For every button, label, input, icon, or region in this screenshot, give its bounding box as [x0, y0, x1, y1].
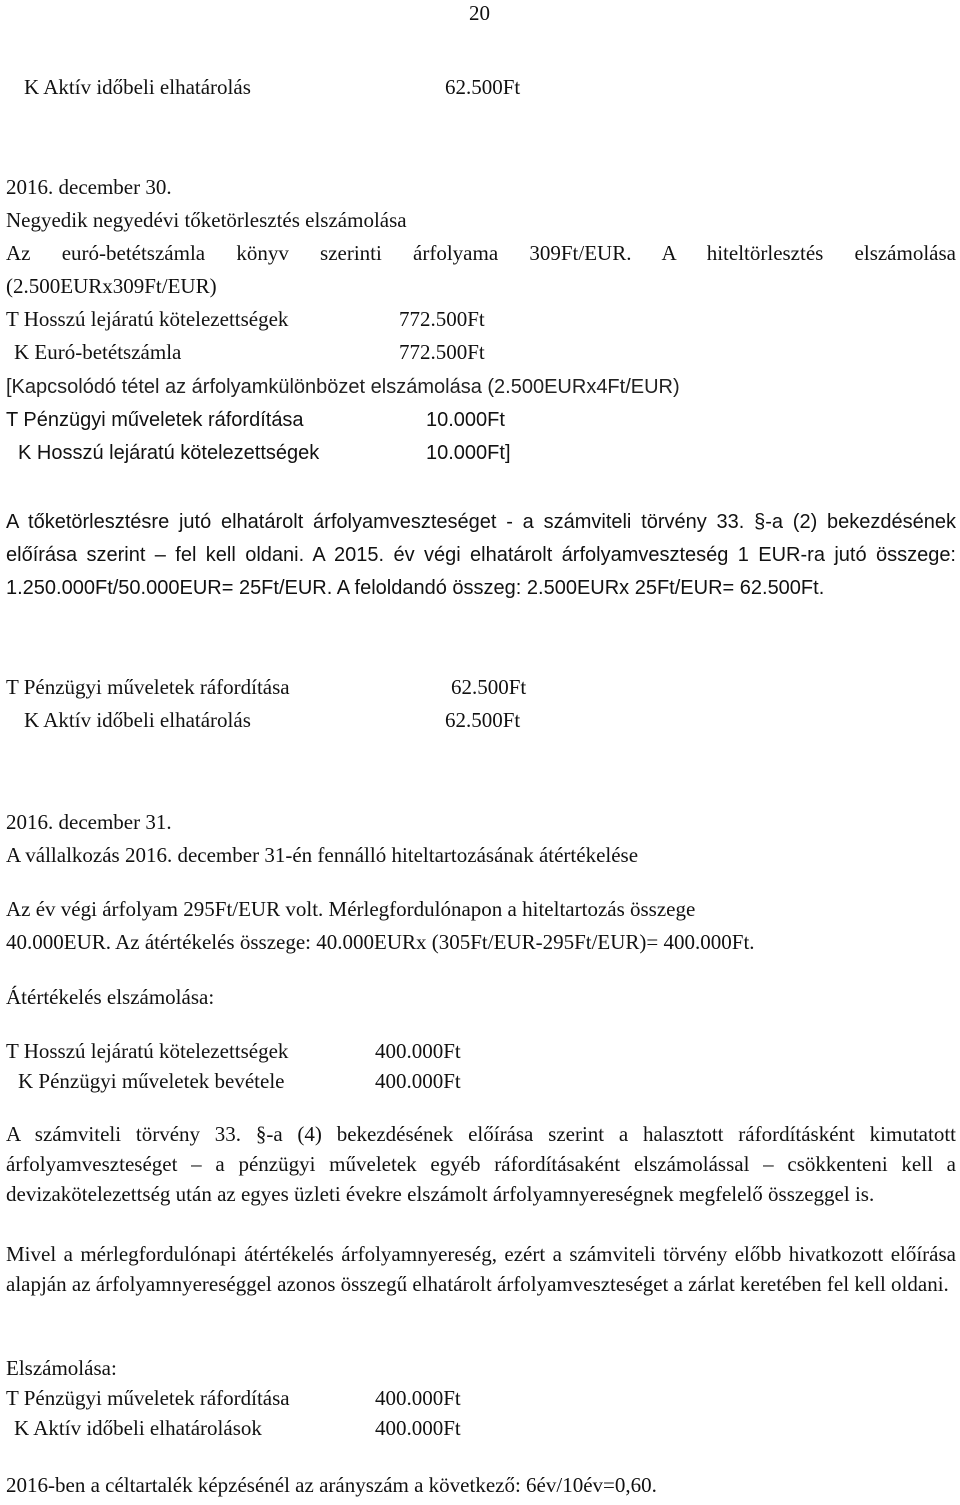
section1-paragraph: A tőketörlesztésre jutó elhatárolt árfolyamveszteséget - a számviteli törvény 33. §-a (2) bekezdésének előírása szerint – fel kell oldani. A 2015. év végi elhatárolt árfolyamveszteség 1 EUR-ra jutó összege: 1.250.000Ft/50.000EUR= 25Ft/EUR. A feloldandó összeg: 2.500EURx 25Ft/EUR= 62.500Ft. — [6, 511, 956, 599]
entry-amount: 400.000Ft — [375, 1416, 461, 1440]
section3-subtitle: Elszámolása: — [6, 1356, 117, 1380]
paragraph-3: Mivel a mérlegfordulónapi átértékelés árfolyamnyereség, ezért a számviteli törvény előbb hivatkozott előírása alapján az árfolyamnyereséggel azonos összegű elhatárolt árfolyamveszteséget a zárlat keretében fel kell oldani. — [6, 1242, 956, 1296]
entry-amount: 400.000Ft — [375, 1039, 461, 1063]
journal-entry-9 — [6, 1382, 606, 1415]
entry-account: T Hosszú lejáratú kötelezettségek — [6, 307, 289, 331]
entry-account: T Hosszú lejáratú kötelezettségek — [6, 1039, 289, 1063]
section2-date: 2016. december 31. — [6, 810, 172, 834]
journal-entry-4 — [18, 437, 618, 470]
entry-amount: 62.500Ft — [445, 708, 521, 732]
journal-entry-1 — [6, 303, 606, 336]
entry-amount: 62.500Ft — [445, 75, 521, 99]
entry-amount: 62.500Ft — [451, 675, 527, 699]
journal-entry-2 — [14, 336, 614, 369]
journal-entry-10 — [14, 1412, 614, 1445]
entry-account: T Pénzügyi műveletek ráfordítása — [6, 1386, 290, 1410]
paragraph-2: A számviteli törvény 33. §-a (4) bekezdésének előírása szerint a halasztott ráfordításként kimutatott árfolyamveszteséget – a pénzügyi műveletek egyéb ráfordításaként elszámolással – csökkenteni kell a devizakötelezettség után az egyes üzleti évekre elszámolt árfolyamnyereségnek megfelelő összeggel is. — [6, 1122, 956, 1206]
section1-title: Negyedik negyedévi tőketörlesztés elszámolása — [6, 208, 407, 232]
journal-entry-6 — [24, 704, 624, 737]
entry-account: K Aktív időbeli elhatárolás — [24, 708, 251, 732]
entry-account: K Aktív időbeli elhatárolás — [24, 75, 251, 99]
section2-text-line1: Az év végi árfolyam 295Ft/EUR volt. Mérlegfordulónapon a hiteltartozás összege — [6, 897, 696, 921]
entry-account: T Pénzügyi műveletek ráfordítása — [6, 675, 290, 699]
section1-date: 2016. december 30. — [6, 175, 172, 199]
entry-account: K Aktív időbeli elhatárolások — [14, 1416, 262, 1440]
bracket-note: [Kapcsolódó tétel az árfolyamkülönbözet elszámolása (2.500EURx4Ft/EUR) — [6, 376, 680, 398]
entry-amount: 10.000Ft — [426, 409, 505, 431]
journal-entry-7 — [6, 1035, 606, 1068]
section2-subtitle: Átértékelés elszámolása: — [6, 985, 215, 1009]
entry-account: T Pénzügyi műveletek ráfordítása — [6, 409, 304, 431]
entry-account: K Hosszú lejáratú kötelezettségek — [18, 442, 320, 464]
section2-text-line2: 40.000EUR. Az átértékelés összege: 40.000EURx (305Ft/EUR-295Ft/EUR)= 400.000Ft. — [6, 930, 755, 954]
journal-entry-8 — [18, 1065, 618, 1098]
journal-entry-3 — [6, 404, 606, 437]
entry-amount: 10.000Ft] — [426, 442, 511, 464]
entry-amount: 772.500Ft — [399, 307, 485, 331]
section1-text-line1: Az euró-betétszámla könyv szerinti árfolyama 309Ft/EUR. A hiteltörlesztés elszámolása — [6, 241, 956, 265]
section2-title: A vállalkozás 2016. december 31-én fennálló hiteltartozásának átértékelése — [6, 843, 639, 867]
journal-entry-5 — [6, 671, 606, 704]
section1-text-line2: (2.500EURx309Ft/EUR) — [6, 274, 217, 298]
entry-account: K Pénzügyi műveletek bevétele — [18, 1069, 285, 1093]
final-line: 2016-ben a céltartalék képzésénél az arányszám a következő: 6év/10év=0,60. — [6, 1473, 657, 1497]
entry-amount: 400.000Ft — [375, 1069, 461, 1093]
entry-account: K Euró-betétszámla — [14, 340, 182, 364]
entry-amount: 772.500Ft — [399, 340, 485, 364]
entry-amount: 400.000Ft — [375, 1386, 461, 1410]
journal-entry-top — [24, 71, 624, 104]
